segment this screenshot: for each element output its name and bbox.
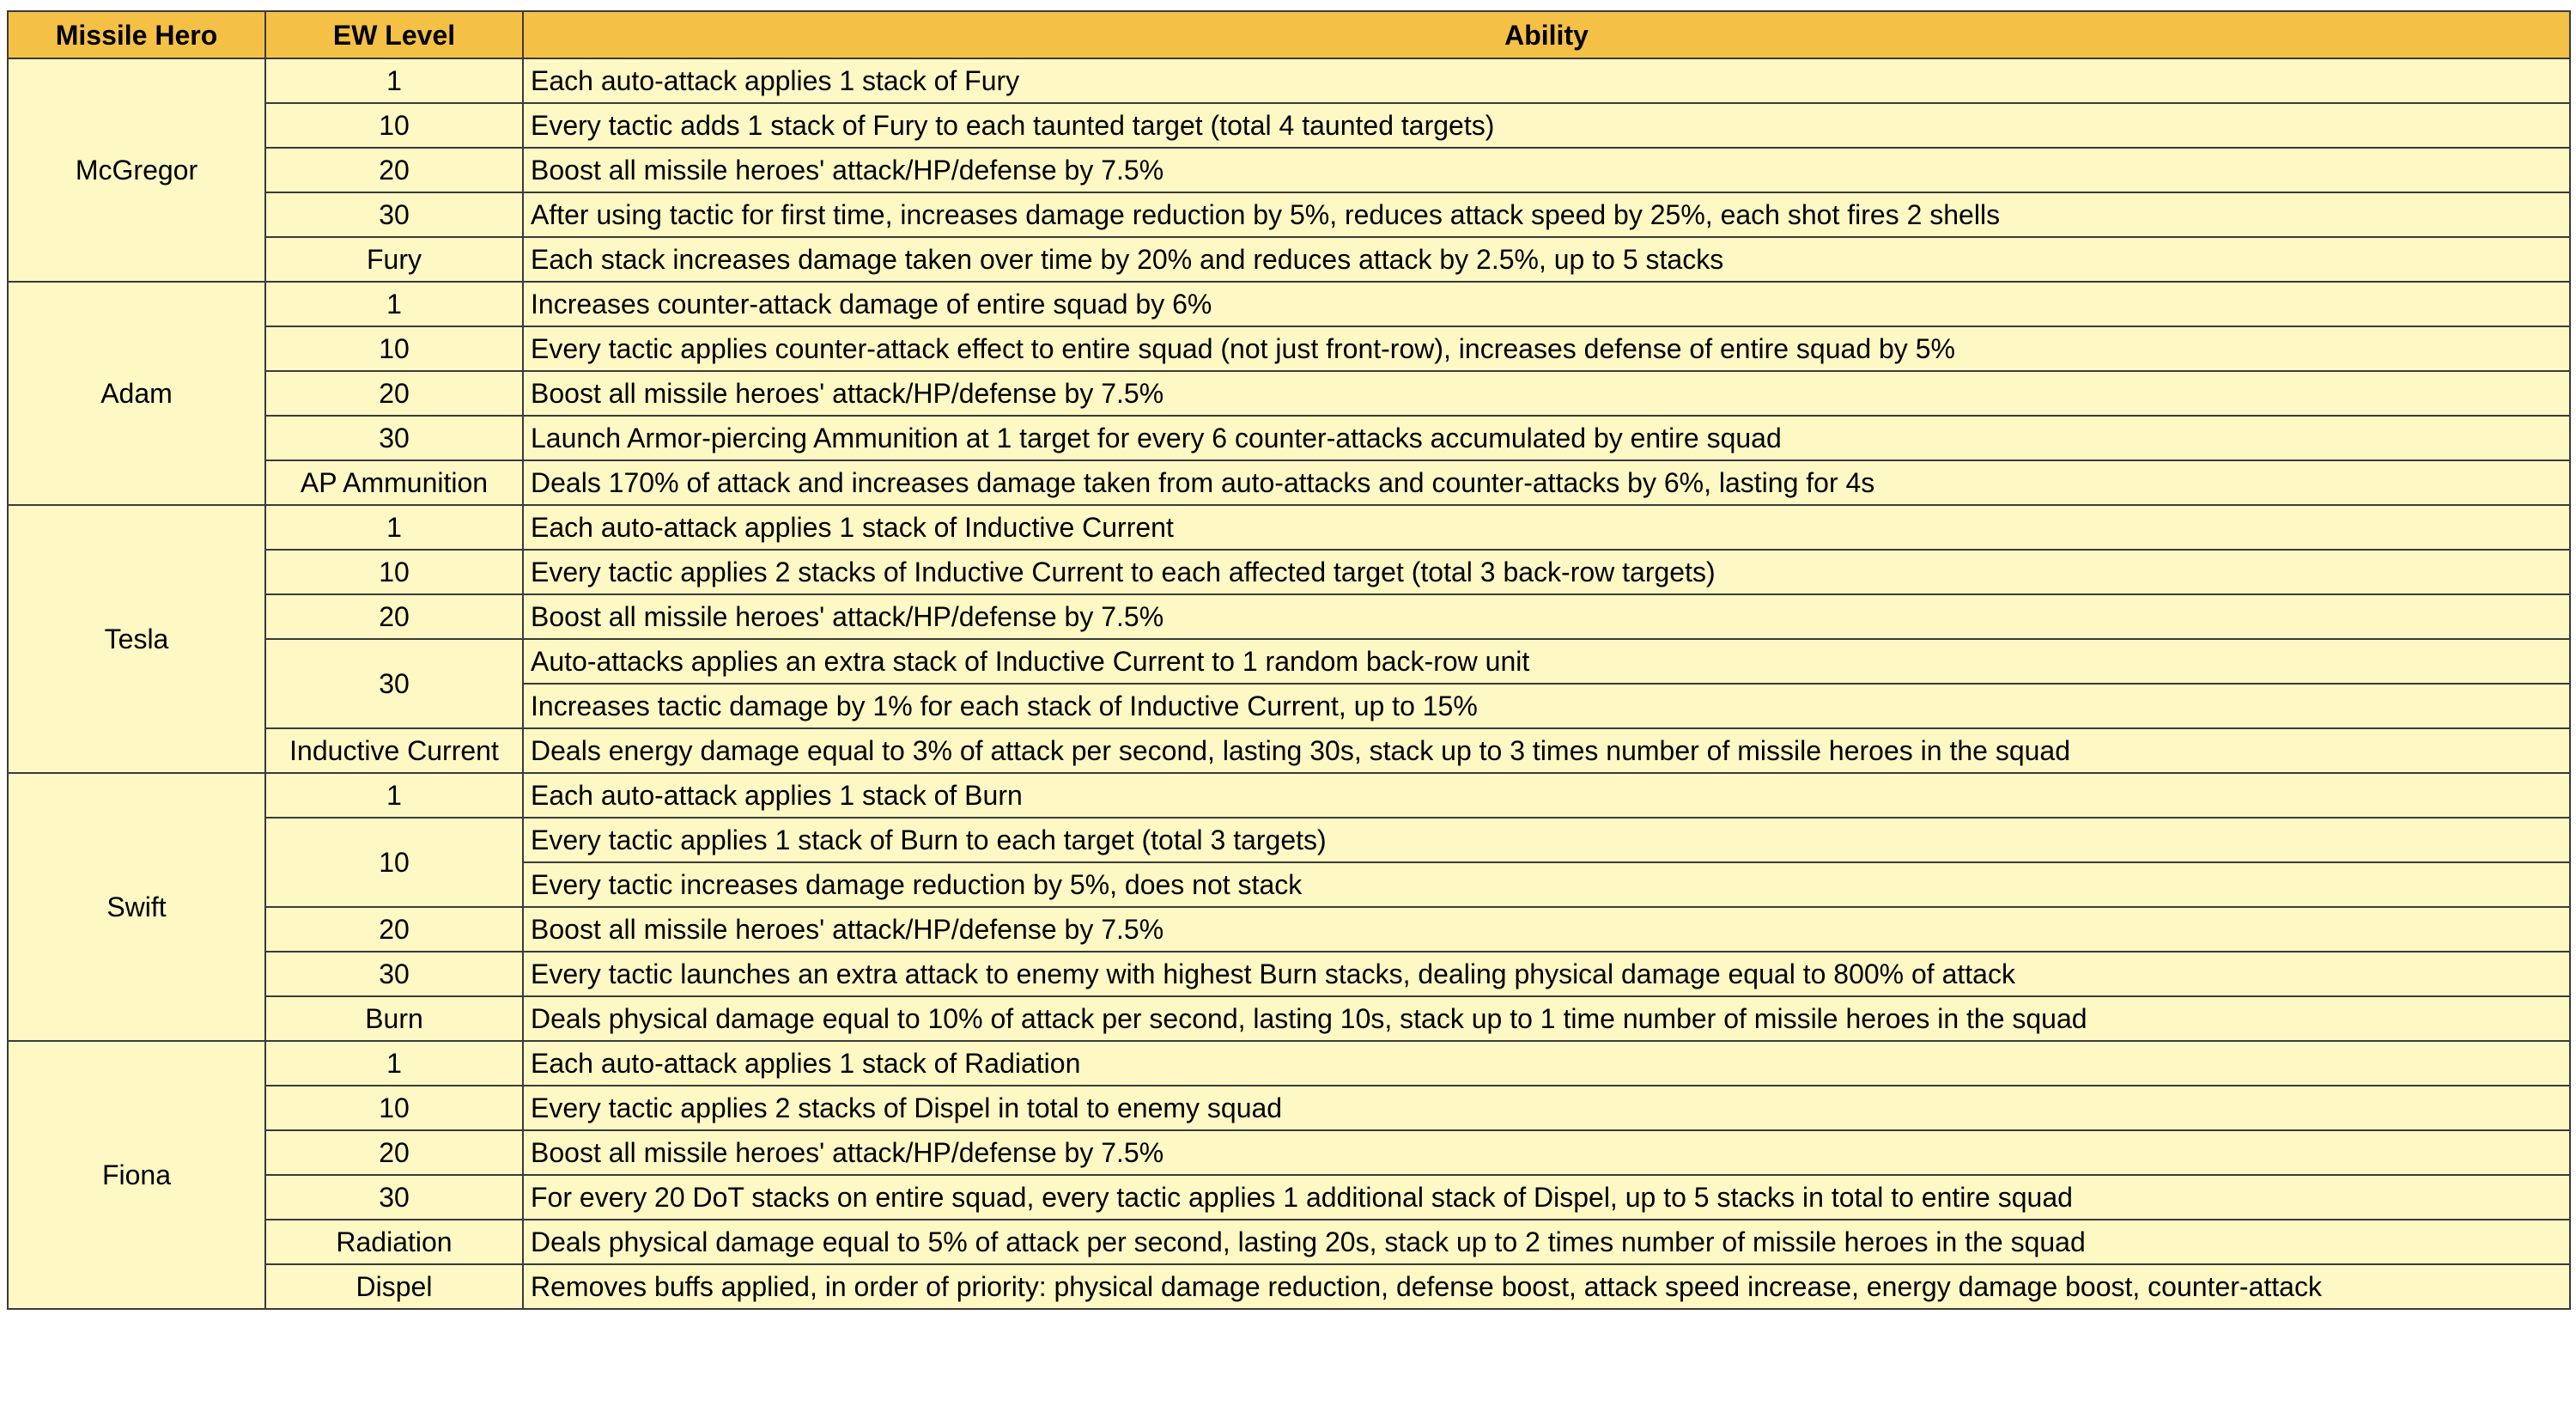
ew-level-cell: 10 [265,326,523,371]
table-row [8,505,2570,550]
ew-level-cell: Inductive Current [265,728,523,773]
ew-level-cell: Fury [265,237,523,282]
ability-cell: Every tactic applies 2 stacks of Dispel in total to enemy squad [523,1086,2570,1130]
ew-level-cell: 30 [265,639,523,728]
table-row [8,1264,2570,1309]
table-row [8,460,2570,505]
column-header-ew-level: EW Level [265,11,523,58]
ability-cell: Launch Armor-piercing Ammunition at 1 target for every 6 counter-attacks accumulated by entire squad [523,416,2570,460]
missile-hero-ability-table [7,10,2571,1310]
ability-cell: Boost all missile heroes' attack/HP/defense by 7.5% [523,371,2570,416]
ew-level-cell: 1 [265,282,523,326]
table-row [8,996,2570,1041]
ability-cell: Removes buffs applied, in order of priority: physical damage reduction, defense boost, attack speed increase, energy damage boost, counter-attack [523,1264,2570,1309]
ability-cell: Every tactic launches an extra attack to enemy with highest Burn stacks, dealing physical damage equal to 800% of attack [523,952,2570,996]
table-row [8,1041,2570,1086]
ew-level-cell: 1 [265,773,523,818]
table-row [8,371,2570,416]
table-row [8,103,2570,148]
ew-level-cell: Radiation [265,1220,523,1264]
ew-level-cell: 30 [265,1175,523,1220]
column-header-missile-hero: Missile Hero [8,11,265,58]
table-body [8,58,2570,1309]
ability-cell: Boost all missile heroes' attack/HP/defense by 7.5% [523,907,2570,952]
table-row [8,639,2570,684]
ability-cell: Each auto-attack applies 1 stack of Burn [523,773,2570,818]
ew-level-cell: Burn [265,996,523,1041]
table-row [8,416,2570,460]
ew-level-cell: 1 [265,1041,523,1086]
ew-level-cell: 10 [265,1086,523,1130]
ability-cell: Auto-attacks applies an extra stack of Inductive Current to 1 random back-row unit [523,639,2570,684]
table-row [8,1220,2570,1264]
hero-name-cell: McGregor [8,58,265,282]
ability-cell: Every tactic increases damage reduction by 5%, does not stack [523,862,2570,907]
ability-cell: Deals physical damage equal to 5% of attack per second, lasting 20s, stack up to 2 times number of missile heroes in the squad [523,1220,2570,1264]
ability-cell: Every tactic applies 1 stack of Burn to each target (total 3 targets) [523,818,2570,862]
hero-name-cell: Adam [8,282,265,505]
ability-cell: Boost all missile heroes' attack/HP/defense by 7.5% [523,148,2570,192]
table-row [8,728,2570,773]
ability-cell: Each auto-attack applies 1 stack of Fury [523,58,2570,103]
ability-cell: Every tactic applies 2 stacks of Inductive Current to each affected target (total 3 back-row targets) [523,550,2570,594]
ew-level-cell: 10 [265,818,523,907]
ew-level-cell: 1 [265,505,523,550]
table-row [8,952,2570,996]
table-row [8,192,2570,237]
ability-cell: Each auto-attack applies 1 stack of Inductive Current [523,505,2570,550]
table-row [8,594,2570,639]
ew-level-cell: Dispel [265,1264,523,1309]
hero-name-cell: Fiona [8,1041,265,1309]
ew-level-cell: 10 [265,550,523,594]
ew-level-cell: 30 [265,952,523,996]
table-row [8,1175,2570,1220]
hero-name-cell: Swift [8,773,265,1041]
ew-level-cell: 20 [265,1130,523,1175]
table-row [8,1130,2570,1175]
table-row [8,148,2570,192]
table-row [8,237,2570,282]
ability-cell: Every tactic adds 1 stack of Fury to each taunted target (total 4 taunted targets) [523,103,2570,148]
ability-cell: Increases tactic damage by 1% for each stack of Inductive Current, up to 15% [523,684,2570,728]
table-row [8,550,2570,594]
ability-cell: Every tactic applies counter-attack effect to entire squad (not just front-row), increases defense of entire squad by 5% [523,326,2570,371]
ability-cell: For every 20 DoT stacks on entire squad, every tactic applies 1 additional stack of Dispel, up to 5 stacks in total to entire squad [523,1175,2570,1220]
table-row [8,907,2570,952]
ew-level-cell: 1 [265,58,523,103]
ability-cell: Each auto-attack applies 1 stack of Radiation [523,1041,2570,1086]
table-row [8,282,2570,326]
ability-cell: After using tactic for first time, increases damage reduction by 5%, reduces attack speed by 25%, each shot fires 2 shells [523,192,2570,237]
ability-cell: Boost all missile heroes' attack/HP/defense by 7.5% [523,1130,2570,1175]
ew-level-cell: 30 [265,416,523,460]
ability-cell: Each stack increases damage taken over time by 20% and reduces attack by 2.5%, up to 5 stacks [523,237,2570,282]
ability-cell: Deals energy damage equal to 3% of attack per second, lasting 30s, stack up to 3 times number of missile heroes in the squad [523,728,2570,773]
table-row [8,1086,2570,1130]
ew-level-cell: 30 [265,192,523,237]
ew-level-cell: 20 [265,371,523,416]
ew-level-cell: 20 [265,907,523,952]
table-row [8,818,2570,862]
ew-level-cell: 20 [265,148,523,192]
ability-cell: Boost all missile heroes' attack/HP/defense by 7.5% [523,594,2570,639]
table-row [8,58,2570,103]
ew-level-cell: 20 [265,594,523,639]
ew-level-cell: AP Ammunition [265,460,523,505]
ability-cell: Increases counter-attack damage of entire squad by 6% [523,282,2570,326]
ew-level-cell: 10 [265,103,523,148]
column-header-ability: Ability [523,11,2570,58]
hero-name-cell: Tesla [8,505,265,773]
table-row [8,326,2570,371]
ability-cell: Deals 170% of attack and increases damage taken from auto-attacks and counter-attacks by 6%, lasting for 4s [523,460,2570,505]
ability-cell: Deals physical damage equal to 10% of attack per second, lasting 10s, stack up to 1 time number of missile heroes in the squad [523,996,2570,1041]
table-row [8,773,2570,818]
header-row [8,11,2570,58]
